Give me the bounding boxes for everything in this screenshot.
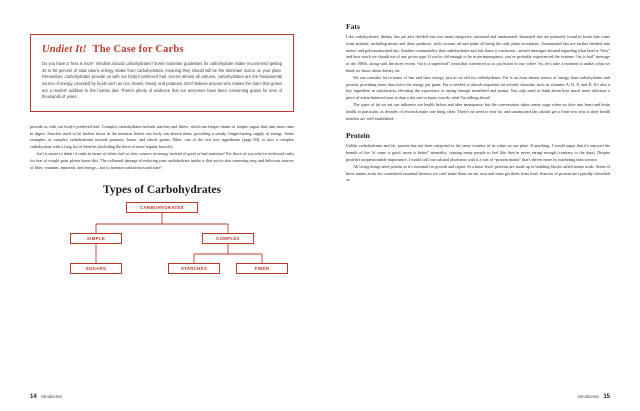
diagram-node-sugars: SUGARS bbox=[70, 263, 122, 274]
paragraph: Unlike carbohydrates and fat, protein has not been subjected to the same scrutiny of its value on our plate. If anything, I would argue that it's enjoyed the benefit of the “if some is good, more is better” mentality, causing many people to feel like they're never eating enough (contrary to the data). Despite protein's unquestionable importance, I would call our cultural obsession with it a sort of “protein mania” that's driven more by marketing than science. bbox=[346, 143, 610, 162]
folio-left bbox=[30, 394, 62, 400]
paragraph: All living things need protein as it's essential for growth and repair. At a basic level, proteins are made up of building blocks called amino acids. Some of these amino acids are considered essential because we can't make them on our own and must get them from food. Sources of protein are typically classified as bbox=[346, 163, 610, 183]
callout-title-emphasis: Undiet It! bbox=[42, 44, 87, 55]
page-label-left: introduction bbox=[40, 394, 63, 399]
page-label-right: introduction bbox=[577, 394, 600, 399]
callout-box bbox=[30, 34, 294, 112]
paragraph: Isn't it easier to think of carbs in terms of either fuel or slow sources of energy instead of good or bad nutrition? For those of you who've eschewed carbs for fear of weight gain, please know this: The collateral damage of reducing your carbohydrate intake is that you're also removing easy and delicious sources of fiber, vitamins, minerals, and energy—not to mention satisfaction and taste! bbox=[30, 150, 294, 170]
fats-body-text bbox=[346, 34, 610, 122]
paragraph: Like carbohydrates, dietary fats are also divided into two main categories: saturated and unsaturated. Saturated fats are primarily found in foods that come from animals, including meats and dairy products, with coconut oil and palm oil being the only plant exceptions. Unsaturated fats are further divided into mono- and polyunsaturated fats. Another commonality that carbohydrates and fats share is confusion—mixed messages abound regarding what kind is “best” and how much we should eat of any given type. If you're old enough to be in perimenopause, you've probably experienced the extreme “fat is bad” message of the 1980s, along with the more recent “fat is a superfood” trend that convinced us to put butter in our coffee. So, let's take a moment to undiet what we think we know about dietary fat. bbox=[346, 34, 610, 73]
protein-body-text bbox=[346, 143, 610, 184]
diagram-node-fiber: FIBER bbox=[236, 263, 288, 274]
folio-right bbox=[578, 394, 610, 400]
section-heading-fats: Fats bbox=[346, 22, 360, 31]
callout-title bbox=[42, 44, 282, 55]
page-number-right: 15 bbox=[603, 394, 610, 400]
diagram-node-simple: SIMPLE bbox=[70, 233, 122, 244]
diagram-node-starches: STARCHES bbox=[168, 263, 220, 274]
diagram-title: Types of Carbohydrates bbox=[103, 184, 221, 197]
left-body-text bbox=[30, 124, 294, 172]
paragraph: The types of fat we eat can influence our health before and after menopause, but the conversation takes center stage when we dive into heart and brain health in particular, as decades of research make one thing clear: There's no need to fear fat, and unsaturated fats should get a front-row seat as their health benefits are well established. bbox=[346, 101, 610, 121]
carbohydrate-types-diagram bbox=[30, 202, 294, 288]
diagram-node-complex: COMPLEX bbox=[202, 233, 254, 244]
callout-body: Do you have a “less is more” mindset around carbohydrates? Even moderate guidelines for carbohydrate intake recommend getting 40 to 50 percent of total caloric energy intake from carbohydrates, meaning they should still be the dominant macro on your plate. Remember, carbohydrates provide us with our body's preferred fuel. Across almost all cultures, carbohydrates are the fundamental source of energy, provided by foods such as rice, beans, bread, and potatoes. Don't believe anyone who makes the claim that grains are a modern addition to the human diet. There's plenty of evidence that our ancestors have been consuming grains for tens of thousands of years. bbox=[42, 61, 282, 100]
right-page bbox=[320, 0, 640, 411]
diagram-connector-lines bbox=[30, 202, 294, 288]
section-heading-protein: Protein bbox=[346, 131, 370, 141]
paragraph: We can consider fat in terms of fast and slow energy, just as we did for carbohydrates. Fat is an even denser source of energy than carbohydrates and protein, providing more than twice the energy per gram. Fat is needed to absorb important fat-soluble vitamins, such as vitamins A, D, E, and K. It's also a key ingredient in satisfaction, elevating the experience of eating through mouthfeel and aroma. You only need to think about how much more delicious a piece of warm buttered toast is than a dry one to know exactly what I'm talking about! bbox=[346, 74, 610, 101]
paragraph: provide us with our body's preferred fuel. Complex carbohydrates include starches and fibers, which are longer chains of simple sugars that take more time to digest. Starches need to be broken down in the intestine before our body can absorb them, providing a steady, longer-lasting supply of energy. Some examples of complex carbohydrates include potatoes, beans, and whole grains. Fiber, one of the few key ingredients (page 84), is also a complex carbohydrate with a long list of benefits (including the boon of more regular bowels). bbox=[30, 123, 294, 150]
diagram-node-carbohydrates: CARBOHYDRATES bbox=[126, 202, 198, 213]
callout-title-rest: The Case for Carbs bbox=[92, 44, 184, 55]
page-number-left: 14 bbox=[30, 394, 37, 400]
